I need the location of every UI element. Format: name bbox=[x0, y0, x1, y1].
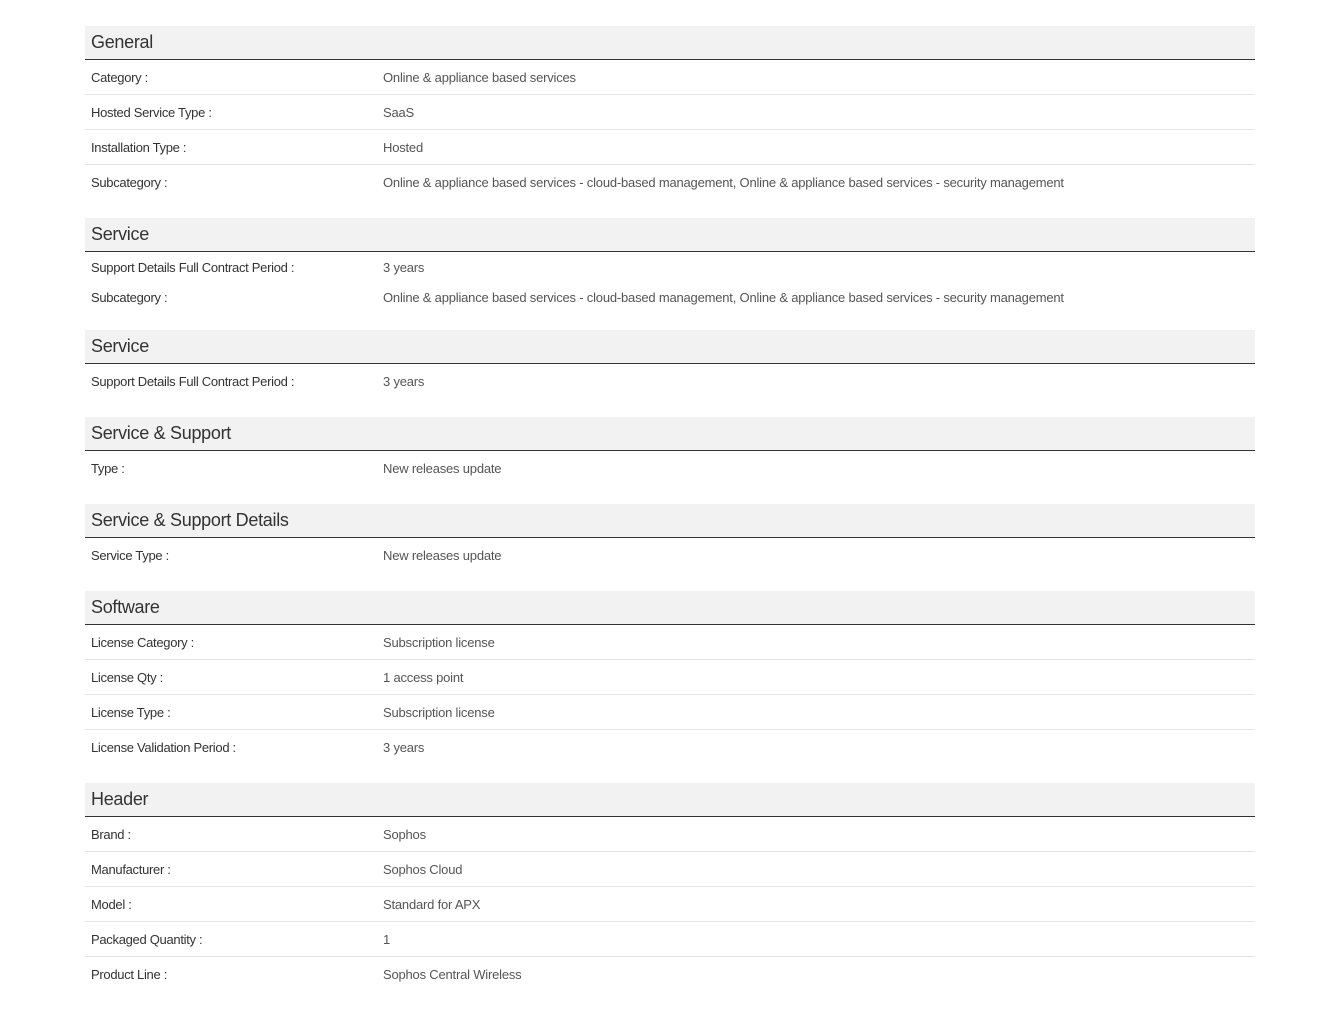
spec-section-service-support bbox=[85, 417, 1255, 486]
spec-label: License Category : bbox=[91, 634, 194, 650]
spec-row bbox=[85, 60, 1255, 95]
section-header bbox=[85, 330, 1255, 364]
spec-section-service-support-details bbox=[85, 504, 1255, 573]
spec-row bbox=[85, 130, 1255, 165]
spec-label: Packaged Quantity : bbox=[91, 931, 203, 947]
spec-value: 1 bbox=[383, 931, 391, 947]
spec-row bbox=[85, 451, 1255, 486]
spec-row bbox=[85, 660, 1255, 695]
spec-row bbox=[85, 165, 1255, 200]
section-title: Service & Support bbox=[91, 423, 231, 443]
spec-value: Sophos bbox=[383, 826, 426, 842]
spec-section-software bbox=[85, 591, 1255, 765]
spec-label: Manufacturer : bbox=[91, 861, 171, 877]
spec-value: SaaS bbox=[383, 104, 415, 120]
specifications-table bbox=[85, 26, 1255, 1010]
spec-label: Type : bbox=[91, 461, 125, 476]
spec-value: Subscription license bbox=[383, 634, 495, 650]
spec-row bbox=[85, 817, 1255, 852]
section-header bbox=[85, 218, 1255, 252]
spec-value: Standard for APX bbox=[383, 896, 481, 912]
spec-value: 3 years bbox=[383, 259, 425, 275]
spec-label: Subcategory : bbox=[91, 289, 168, 305]
spec-label: Category : bbox=[91, 69, 148, 85]
spec-label: Support Details Full Contract Period : bbox=[91, 374, 295, 389]
spec-row bbox=[85, 957, 1255, 992]
spec-label: License Qty : bbox=[91, 669, 163, 685]
section-title: Header bbox=[91, 789, 149, 809]
spec-row bbox=[85, 922, 1255, 957]
section-title: General bbox=[91, 32, 153, 52]
spec-section-general bbox=[85, 26, 1255, 200]
spec-value: New releases update bbox=[383, 548, 502, 563]
spec-label: License Validation Period : bbox=[91, 740, 236, 755]
spec-label: Product Line : bbox=[91, 967, 168, 982]
spec-row bbox=[85, 282, 1255, 312]
spec-value: Subscription license bbox=[383, 704, 495, 720]
spec-label: Model : bbox=[91, 896, 132, 912]
spec-section-service-2 bbox=[85, 330, 1255, 399]
section-header bbox=[85, 591, 1255, 625]
spec-row bbox=[85, 625, 1255, 660]
section-title: Service bbox=[91, 224, 149, 244]
spec-label: Subcategory : bbox=[91, 175, 168, 190]
section-header bbox=[85, 783, 1255, 817]
section-title: Software bbox=[91, 597, 160, 617]
spec-section-service bbox=[85, 218, 1255, 312]
spec-row bbox=[85, 252, 1255, 282]
section-header bbox=[85, 504, 1255, 538]
spec-value: Online & appliance based services - cloud-based management, Online & appliance based services - security management bbox=[383, 289, 1064, 305]
spec-row bbox=[85, 695, 1255, 730]
spec-row bbox=[85, 364, 1255, 399]
spec-value: 3 years bbox=[383, 740, 425, 755]
spec-row bbox=[85, 852, 1255, 887]
section-header bbox=[85, 26, 1255, 60]
spec-label: License Type : bbox=[91, 704, 171, 720]
spec-value: Online & appliance based services bbox=[383, 69, 576, 85]
section-title: Service & Support Details bbox=[91, 510, 289, 530]
spec-label: Support Details Full Contract Period : bbox=[91, 259, 295, 275]
spec-label: Installation Type : bbox=[91, 139, 187, 155]
spec-value: Sophos Central Wireless bbox=[383, 967, 522, 982]
spec-row bbox=[85, 887, 1255, 922]
spec-row bbox=[85, 538, 1255, 573]
spec-row bbox=[85, 730, 1255, 765]
spec-value: 1 access point bbox=[383, 669, 464, 685]
spec-label: Hosted Service Type : bbox=[91, 104, 212, 120]
spec-label: Brand : bbox=[91, 826, 131, 842]
spec-row bbox=[85, 95, 1255, 130]
spec-value: Sophos Cloud bbox=[383, 861, 463, 877]
spec-section-header bbox=[85, 783, 1255, 992]
spec-value: New releases update bbox=[383, 461, 502, 476]
spec-value: 3 years bbox=[383, 374, 425, 389]
section-title: Service bbox=[91, 336, 149, 356]
section-header bbox=[85, 417, 1255, 451]
spec-value: Online & appliance based services - cloud-based management, Online & appliance based services - security management bbox=[383, 175, 1064, 190]
spec-label: Service Type : bbox=[91, 548, 169, 563]
spec-value: Hosted bbox=[383, 139, 423, 155]
